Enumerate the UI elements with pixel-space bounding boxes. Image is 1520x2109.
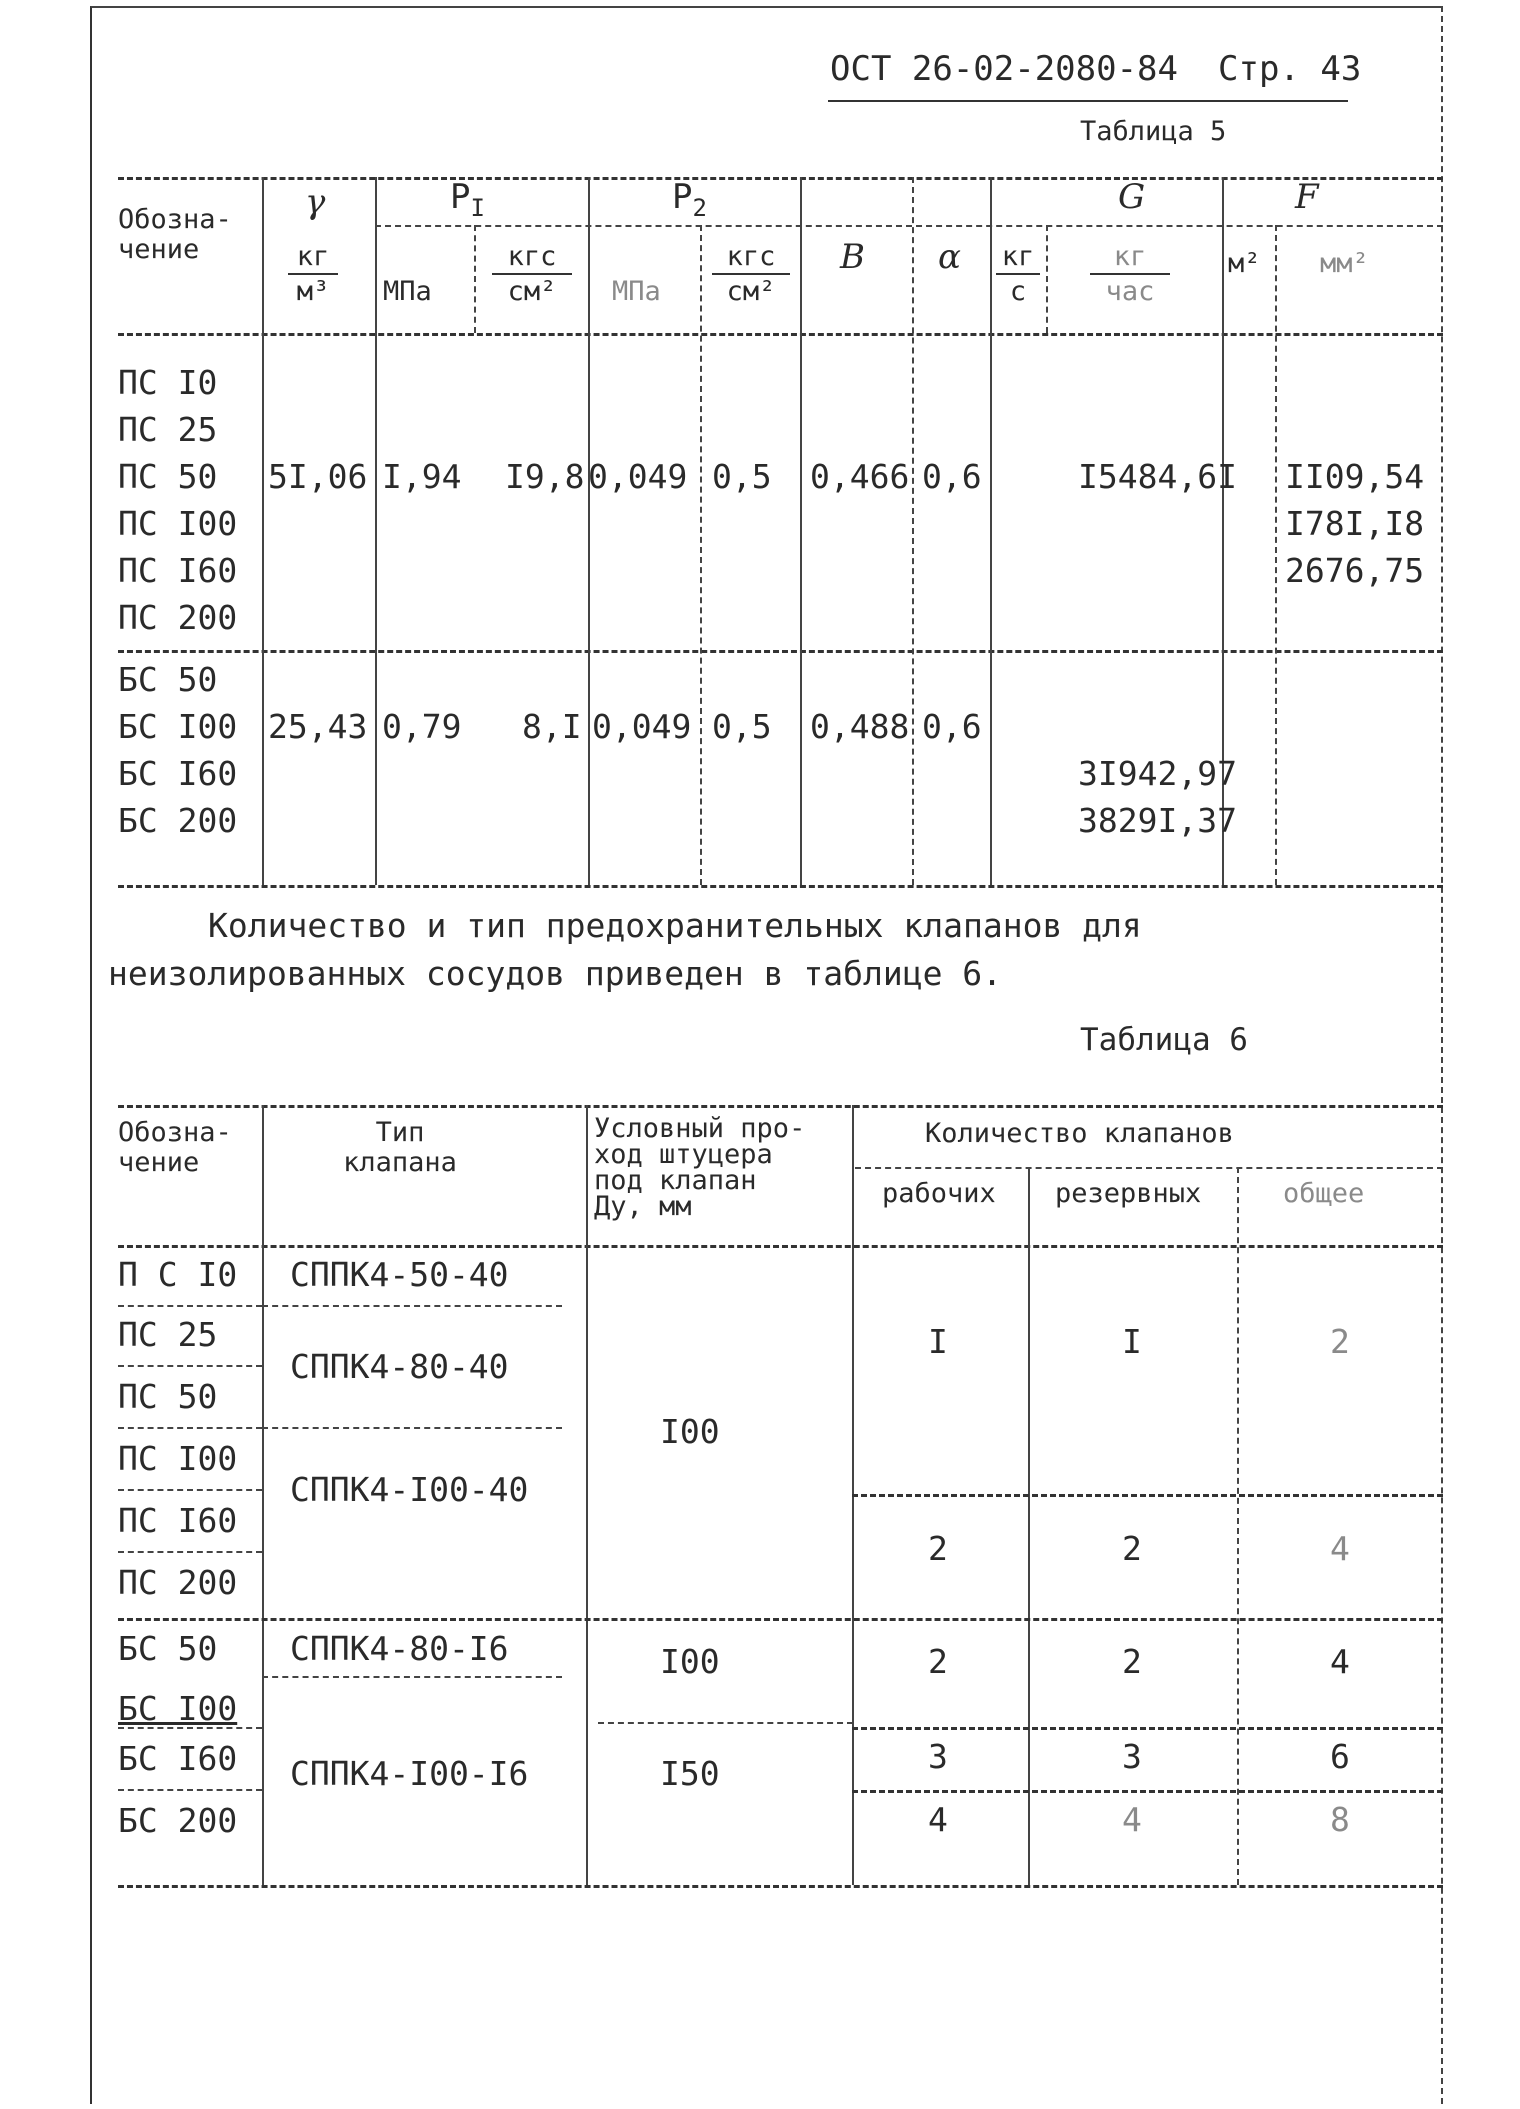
table5-col-line bbox=[990, 177, 992, 885]
table5-col-line bbox=[262, 177, 264, 885]
table6-designation-rule bbox=[118, 1305, 262, 1307]
p2-symbol bbox=[672, 177, 707, 222]
header-underline bbox=[828, 100, 1348, 102]
g-value: 3I942,97 bbox=[1078, 754, 1237, 793]
f-value: II09,54 bbox=[1285, 457, 1425, 496]
gamma-unit-num: кг bbox=[296, 241, 330, 272]
p1-letter: P bbox=[450, 177, 471, 217]
table5-col-line bbox=[375, 177, 377, 885]
total-count: 4 bbox=[1330, 1642, 1350, 1681]
table6-designation: ПС 200 bbox=[118, 1563, 238, 1602]
table6-valve-type: СППК4-I00-I6 bbox=[290, 1754, 529, 1793]
table6-valve-rule bbox=[262, 1427, 562, 1429]
p1-unit-num: кгс bbox=[507, 241, 557, 272]
table5-row-designation: БС 50 bbox=[118, 660, 218, 699]
table6-valve-rule bbox=[262, 1305, 562, 1307]
table6-header-valve-type: Тип клапана bbox=[343, 1117, 457, 1178]
p1-mpa-value: 0,79 bbox=[382, 707, 462, 746]
gamma-value: 5I,06 bbox=[268, 457, 368, 496]
table6-header-nominal-bore: Условный про- ход штуцера под клапан Ду, мм bbox=[594, 1113, 806, 1222]
table6-top-rule bbox=[118, 1105, 1443, 1108]
alpha-value: 0,6 bbox=[922, 457, 982, 496]
table6-header-valve-count: Количество клапанов bbox=[925, 1118, 1234, 1149]
f-unit-mm2: мм² bbox=[1320, 248, 1369, 279]
table6-designation: П С I0 bbox=[118, 1255, 238, 1294]
p1-kgs-value: I9,8 bbox=[505, 457, 585, 496]
table5-col-line bbox=[800, 177, 802, 885]
table6-bore: I00 bbox=[660, 1412, 720, 1451]
p2-unit-kgs bbox=[712, 243, 790, 305]
b-value: 0,466 bbox=[810, 457, 910, 496]
table5-row-designation: БС 200 bbox=[118, 801, 238, 840]
table6-header-working: рабочих bbox=[882, 1178, 996, 1209]
table6-header-bottom-rule bbox=[118, 1245, 1443, 1248]
table6-valve-type: СППК4-80-40 bbox=[290, 1347, 509, 1386]
table5-col-line bbox=[1046, 225, 1048, 333]
table6-header-designation: Обозна- чение bbox=[118, 1117, 232, 1178]
total-count: 2 bbox=[1330, 1322, 1350, 1361]
g-unit-per-second bbox=[996, 243, 1040, 305]
table6-count-rule bbox=[852, 1727, 1443, 1730]
gamma-unit bbox=[288, 243, 338, 305]
table5-row-designation: ПС 25 bbox=[118, 410, 218, 449]
working-count: 2 bbox=[928, 1529, 948, 1568]
table5-col-line bbox=[700, 225, 702, 885]
p1-kgs-value: 8,I bbox=[522, 707, 582, 746]
table5-header-mid-rule bbox=[375, 225, 1443, 227]
g-unit1-den: с bbox=[1009, 276, 1027, 307]
g-unit1-num: кг bbox=[1001, 241, 1035, 272]
table5-top-rule bbox=[118, 177, 1443, 180]
table6-designation: БС I60 bbox=[118, 1739, 238, 1778]
table5-row-designation: ПС I0 bbox=[118, 363, 218, 402]
total-count: 4 bbox=[1330, 1529, 1350, 1568]
g-unit2-num: кг bbox=[1113, 241, 1147, 272]
f-value: 2676,75 bbox=[1285, 551, 1425, 590]
table6-valve-type: СППК4-50-40 bbox=[290, 1255, 509, 1294]
p2-subscript: 2 bbox=[692, 193, 707, 222]
p2-mpa-value: 0,049 bbox=[588, 457, 688, 496]
table6-designation: БС 50 bbox=[118, 1629, 218, 1668]
table6-header-total: общее bbox=[1283, 1178, 1365, 1209]
g-unit-per-hour bbox=[1090, 243, 1170, 305]
table6-designation-rule bbox=[118, 1427, 262, 1429]
working-count: 2 bbox=[928, 1642, 948, 1681]
table6-designation-rule bbox=[118, 1551, 262, 1553]
p1-unit-mpa: МПа bbox=[383, 276, 432, 307]
table5-row-designation: БС I60 bbox=[118, 754, 238, 793]
p2-unit-mpa: МПа bbox=[612, 276, 661, 307]
table6-designation: ПС I00 bbox=[118, 1439, 238, 1478]
table6-col-line bbox=[1028, 1167, 1030, 1885]
table5-header-bottom-rule bbox=[118, 333, 1443, 336]
table5-header-designation: Обозна- чение bbox=[118, 204, 232, 265]
p2-mpa-value: 0,049 bbox=[592, 707, 692, 746]
p2-kgs-value: 0,5 bbox=[712, 457, 772, 496]
table6-valve-rule bbox=[262, 1676, 562, 1678]
body-paragraph: Количество и тип предохранительных клапанов для неизолированных сосудов приведен в таблице 6. bbox=[108, 906, 1142, 993]
table6-designation-rule bbox=[118, 1365, 262, 1367]
g-unit2-den: час bbox=[1105, 276, 1155, 307]
table6-designation: ПС 50 bbox=[118, 1377, 218, 1416]
table6-designation-rule bbox=[118, 1489, 262, 1491]
table5-row-designation: ПС I60 bbox=[118, 551, 238, 590]
table6-bottom-rule bbox=[118, 1885, 1443, 1888]
reserve-count: I bbox=[1122, 1322, 1142, 1361]
table6-bore: I00 bbox=[660, 1642, 720, 1681]
working-count: I bbox=[928, 1322, 948, 1361]
table5-caption: Таблица 5 bbox=[1080, 116, 1227, 147]
p1-unit-kgs bbox=[492, 243, 572, 305]
page-number: Стр. 43 bbox=[1218, 49, 1362, 89]
table5-col-line bbox=[588, 177, 590, 885]
table6-designation: ПС I60 bbox=[118, 1501, 238, 1540]
alpha-value: 0,6 bbox=[922, 707, 982, 746]
f-value: I78I,I8 bbox=[1285, 504, 1425, 543]
table5-row-designation: ПС I00 bbox=[118, 504, 238, 543]
table6-designation-rule bbox=[118, 1727, 262, 1729]
gamma-value: 25,43 bbox=[268, 707, 368, 746]
table6-header-reserve: резервных bbox=[1055, 1178, 1202, 1209]
table6-count-rule bbox=[855, 1167, 1443, 1169]
g-value: I5484,6I bbox=[1078, 457, 1237, 496]
table6-valve-type: СППК4-80-I6 bbox=[290, 1629, 509, 1668]
table5-row-designation: ПС 50 bbox=[118, 457, 218, 496]
gamma-symbol: γ bbox=[305, 182, 326, 222]
reserve-count: 2 bbox=[1122, 1529, 1142, 1568]
table5-col-line bbox=[1275, 225, 1277, 885]
p1-mpa-value: I,94 bbox=[382, 457, 462, 496]
table6-count-rule bbox=[852, 1494, 1443, 1497]
gamma-unit-den: м³ bbox=[296, 276, 330, 307]
f-unit-m2: м² bbox=[1228, 248, 1261, 279]
g-value: 3829I,37 bbox=[1078, 801, 1237, 840]
table6-designation: БС 200 bbox=[118, 1801, 238, 1840]
p2-letter: P bbox=[672, 177, 693, 217]
table6-designation: БС I00 bbox=[118, 1689, 238, 1728]
table6-designation-rule bbox=[118, 1789, 262, 1791]
table6-valve-type: СППК4-I00-40 bbox=[290, 1470, 529, 1509]
p2-kgs-value: 0,5 bbox=[712, 707, 772, 746]
total-count: 6 bbox=[1330, 1737, 1350, 1776]
f-symbol: F bbox=[1295, 177, 1319, 217]
total-count: 8 bbox=[1330, 1800, 1350, 1839]
reserve-count: 3 bbox=[1122, 1737, 1142, 1776]
p1-unit-den: см² bbox=[507, 276, 557, 307]
p2-unit-num: кгс bbox=[726, 241, 776, 272]
table5-row-designation: БС I00 bbox=[118, 707, 238, 746]
table5-bottom-rule bbox=[118, 885, 1443, 888]
p2-unit-den: см² bbox=[726, 276, 776, 307]
g-symbol: G bbox=[1118, 177, 1146, 217]
table6-group-rule bbox=[118, 1618, 1443, 1621]
table5-group-rule bbox=[118, 650, 1443, 653]
reserve-count: 4 bbox=[1122, 1800, 1142, 1839]
p1-symbol bbox=[450, 177, 485, 222]
table6-bore: I50 bbox=[660, 1754, 720, 1793]
reserve-count: 2 bbox=[1122, 1642, 1142, 1681]
working-count: 3 bbox=[928, 1737, 948, 1776]
table6-count-rule bbox=[852, 1790, 1443, 1793]
table6-col-line bbox=[262, 1105, 264, 1885]
table6-col-line bbox=[1237, 1167, 1239, 1885]
working-count: 4 bbox=[928, 1800, 948, 1839]
doc-code: ОСТ 26-02-2080-84 bbox=[830, 49, 1178, 89]
table6-designation: ПС 25 bbox=[118, 1315, 218, 1354]
table6-caption: Таблица 6 bbox=[1080, 1022, 1248, 1058]
p1-subscript: I bbox=[470, 193, 485, 222]
table5-col-line bbox=[474, 225, 476, 333]
table6-bore-rule bbox=[598, 1722, 853, 1724]
table6-col-line bbox=[586, 1105, 588, 1885]
table5-row-designation: ПС 200 bbox=[118, 598, 238, 637]
b-value: 0,488 bbox=[810, 707, 910, 746]
alpha-symbol: α bbox=[938, 237, 961, 277]
table5-col-line bbox=[912, 177, 914, 885]
b-symbol: B bbox=[840, 237, 865, 277]
